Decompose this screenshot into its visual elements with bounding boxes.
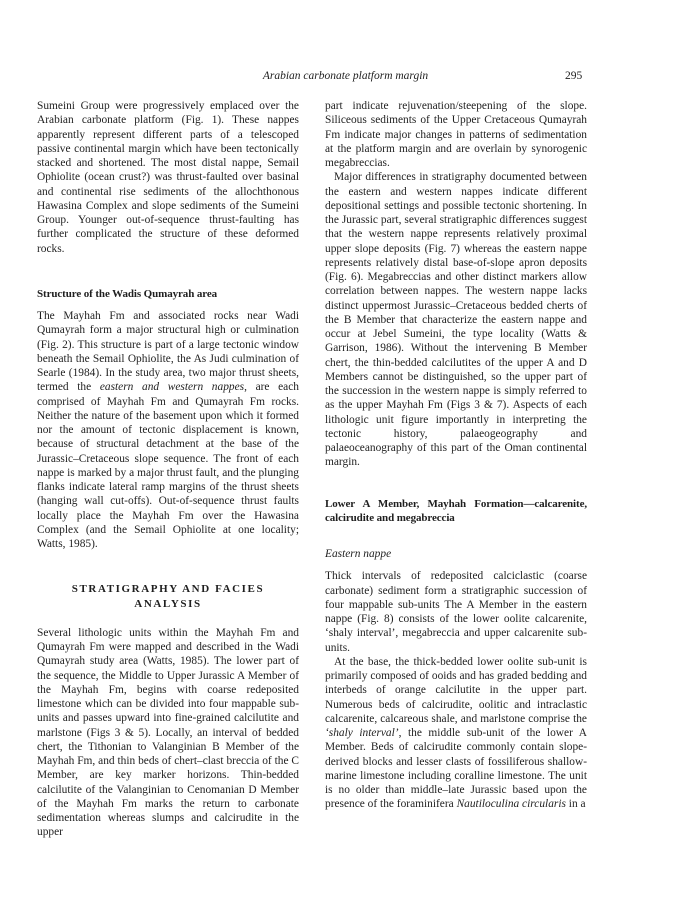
paragraph-lower-oolite xyxy=(325,655,587,812)
structure-text-2: , are each comprised of Mayhah Fm and Qumayrah Fm rocks. Neither the nature of the basement upon which it formed nor the amount of tectonic displacement is known, because of structural detachment at the base of the Jurassic–Cretaceous slope sequence. The front of each nappe is marked by a major thrust fault, and the plunging flanks indicate lateral ramp margins of the thrust sheets (hanging wall cut-offs). Out-of-sequence thrust faults locally place the Mayhah Fm over the Hawasina Complex (and the Semail Ophiolite at one locality; Watts, 1985). xyxy=(37,381,299,550)
running-head xyxy=(0,68,691,84)
running-title: Arabian carbonate platform margin xyxy=(262,70,429,82)
lower-oolite-text-1: At the base, the thick-bedded lower oolite sub-unit is primarily composed of ooids and has graded bedding and interbeds of orange calcilutite in the upper part. Numerous beds of calcirudite, oolitic and intraclastic calcarenite, calcareous shale, and marlstone comprise the xyxy=(325,655,587,725)
left-column xyxy=(37,99,299,840)
section-heading-structure: Structure of the Wadis Qumayrah area xyxy=(37,287,218,300)
paragraph-eastern-nappe: Thick intervals of redeposited calciclastic (coarse carbonate) sediment form a stratigraphic succession of four mappable sub-units The A Member in the eastern nappe (Fig. 8) consists of the lower oolite calcarenite, ‘shaly interval’, megabreccia and upper calcarenite sub-units. xyxy=(325,570,587,654)
paragraph-continued: part indicate rejuvenation/steepening of the slope. Siliceous sediments of the Upper Cretaceous Qumayrah Fm indicate major changes in patterns of sedimentation at the platform margin and are overlain by synorogenic megabreccias. xyxy=(325,100,587,169)
structure-emphasis: eastern and western nappes xyxy=(99,381,245,394)
structure-text-1: The Mayhah Fm and associated rocks near Wadi Qumayrah form a major structural high or culmination (Fig. 2). This structure is part of a large tectonic window beneath the Semail Ophiolite, the As Judi culmination of Searle (1984). In the study area, two major thrust sheets, termed the xyxy=(37,310,299,394)
section-heading-lower-a-member: Lower A Member, Mayhah Formation—calcarenite, calcirudite and megabreccia xyxy=(325,497,587,524)
subheading-eastern-nappe: Eastern nappe xyxy=(325,548,392,560)
section-heading-stratigraphy: STRATIGRAPHY AND FACIES ANALYSIS xyxy=(71,583,265,610)
shaly-interval-emphasis: ‘shaly interval’ xyxy=(325,727,399,739)
paragraph-structure xyxy=(37,309,299,551)
species-name: Nautiloculina circularis xyxy=(456,798,566,811)
paragraph-intro-continued: Sumeini Group were progressively emplaced over the Arabian carbonate platform (Fig. 1). These nappes apparently represent different parts of a telescoped passive continental margin which have been tectonically stacked and shortened. The most distal nappe, Semail Ophiolite (ocean crust?) was thrust-faulted over basinal and continental rise sediments of the allochthonous Hawasina Complex and slope sediments of the Sumeini Group. Younger out-of-sequence thrust-faulting has further complicated the structure of these deformed rocks. xyxy=(37,100,299,255)
page-number: 295 xyxy=(565,70,583,82)
paragraph-stratigraphy: Several lithologic units within the Mayhah Fm and Qumayrah Fm were mapped and described in the Wadi Qumayrah study area (Watts, 1985). The lower part of the sequence, the Middle to Upper Jurassic A Member of the Mayhah Fm, begins with coarse redeposited limestone which can be divided into four mappable sub-units and passes upward into fine-grained calcilutite and marlstone (Figs 3 & 5). Locally, an interval of bedded chert, the Tithonian to Valanginian B Member of the Mayhah Fm, and thin beds of chert–clast breccia of the C Member, are key marker horizons. Thin-bedded calcilutite of the Valanginian to Cenomanian D Member of the Mayhah Fm marks the return to carbonate sedimentation whereas slumps and calcirudite in the upper xyxy=(37,626,299,839)
paragraph-nappe-differences: Major differences in stratigraphy documented between the eastern and western nappes indicate different depositional settings and possible tectonic shortening. In the Jurassic part, several stratigraphic differences suggest that the western nappe represents relatively proximal upper slope deposits (Fig. 7) whereas the eastern nappe represents relatively distal base-of-slope apron deposits (Fig. 6). Megabreccias and other distinct markers allow correlation between nappes. The western nappe lacks distinct uppermost Jurassic–Cretaceous bedded cherts of the B Member that characterize the eastern nappe and occur at Jebel Sumeini, the type locality (Watts & Garrison, 1986). Without the intervening B Member chert, the thin-bedded calcilutites of the upper A and D Members cannot be distinguished, so the upper part of the succession in the western nappe is simply referred to as the upper Mayhah Fm (Figs 3 & 7). Aspects of each lithologic unit figure importantly in interpreting the tectonic history, palaeogeography and palaeoceanography of this part of the Oman continental margin. xyxy=(325,171,587,469)
lower-oolite-text-2: , the middle sub-unit of the lower A Member. Beds of calcirudite commonly contain slope-derived blocks and lesser clasts of fossiliferous shallow-marine limestone including coralline limestone. The unit is no older than middle–late Jurassic based upon the presence of the foraminifera xyxy=(325,727,587,811)
lower-oolite-text-3: in a xyxy=(565,798,586,811)
right-column xyxy=(325,99,587,812)
